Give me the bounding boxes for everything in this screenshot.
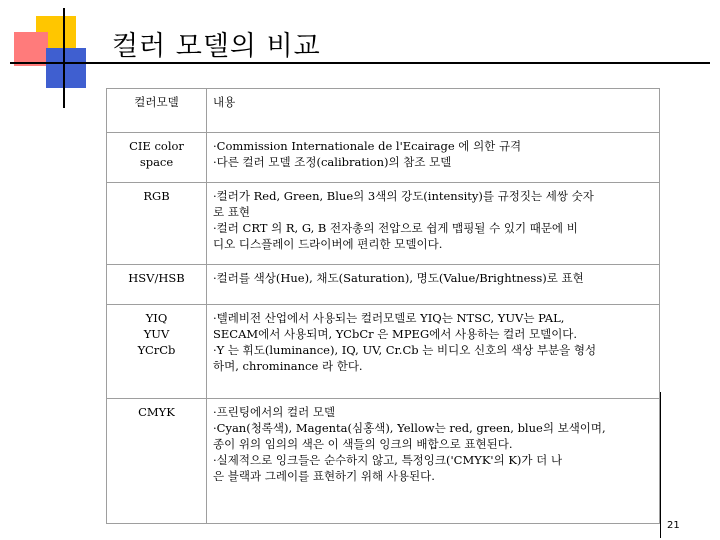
table-row <box>107 133 660 183</box>
table-row <box>107 183 660 265</box>
slide-title: 컬러 모델의 비교 <box>112 31 321 62</box>
model-cell: YIQ YUV YCrCb <box>107 305 207 399</box>
header-model: 컬러모델 <box>107 89 207 133</box>
model-cell: HSV/HSB <box>107 265 207 305</box>
page-number-divider <box>660 392 661 538</box>
table-row <box>107 305 660 399</box>
decorative-red-square <box>14 32 48 66</box>
content-cell: ·컬러를 색상(Hue), 채도(Saturation), 명도(Value/Brightness)로 표현 <box>207 265 660 305</box>
model-cell: RGB <box>107 183 207 265</box>
table-row <box>107 265 660 305</box>
decorative-blue-square <box>46 48 86 88</box>
content-cell: ·텔레비전 산업에서 사용되는 컬러모델로 YIQ는 NTSC, YUV는 PAL, SECAM에서 사용되며, YCbCr 은 MPEG에서 사용하는 컬러 모델이다. ·Y 는 휘도(luminance), IQ, UV, Cr.Cb 는 비디오 신호의 색상 부분을 형성 하며, chrominance 라 한다. <box>207 305 660 399</box>
color-model-table <box>106 88 660 524</box>
model-cell: CMYK <box>107 399 207 524</box>
decorative-vertical-line <box>63 8 65 108</box>
table-header-row <box>107 89 660 133</box>
header-content: 내용 <box>207 89 660 133</box>
content-cell: ·프린팅에서의 컬러 모델 ·Cyan(청록색), Magenta(심홍색), Yellow는 red, green, blue의 보색이며, 종이 위의 임의의 색은 이 색들의 잉크의 배합으로 표현된다. ·실제적으로 잉크들은 순수하지 않고, 특정잉크('CMYK'의 K)가 더 나 은 블랙과 그레이를 표현하기 위해 사용된다. <box>207 399 660 524</box>
content-cell: ·Commission Internationale de l'Ecairage 에 의한 규격 ·다른 컬러 모델 조정(calibration)의 참조 모델 <box>207 133 660 183</box>
model-cell: CIE color space <box>107 133 207 183</box>
content-cell: ·컬러가 Red, Green, Blue의 3색의 강도(intensity)를 규정짓는 세쌍 숫자 로 표현 ·컬러 CRT 의 R, G, B 전자총의 전압으로 쉽게 맵핑될 수 있기 때문에 비 디오 디스플레이 드라이버에 편리한 모델이다. <box>207 183 660 265</box>
table-row <box>107 399 660 524</box>
page-number: 21 <box>667 520 680 531</box>
